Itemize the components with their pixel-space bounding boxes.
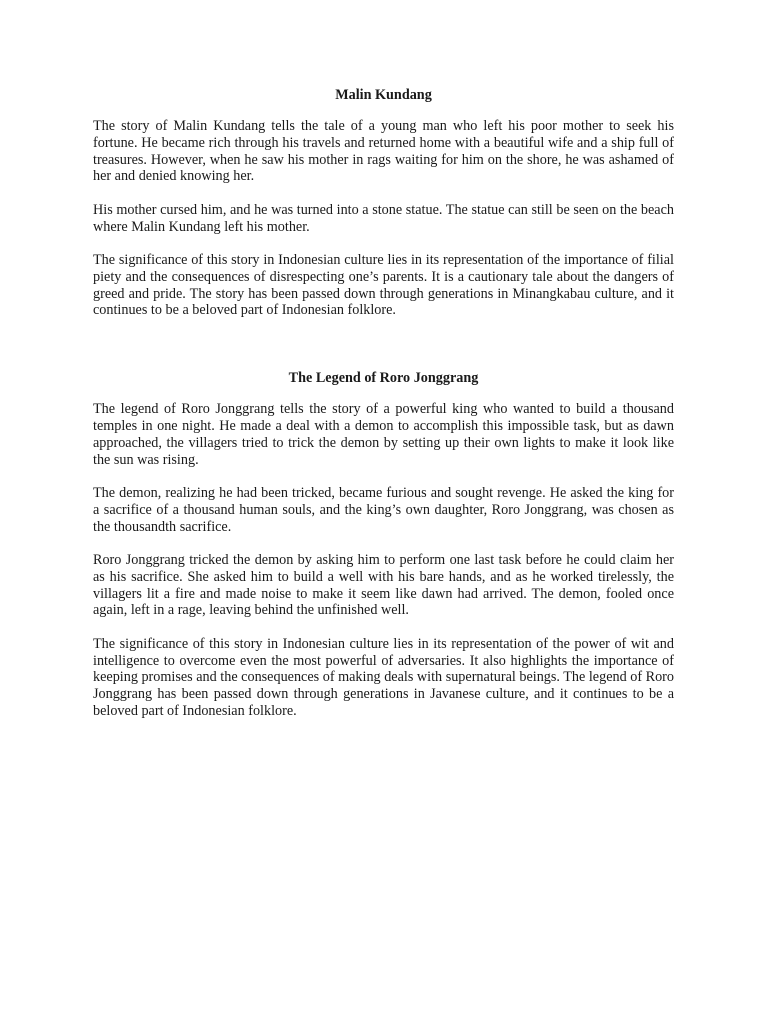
paragraph: The significance of this story in Indonesian culture lies in its representation of the importance of filial piety and the consequences of disrespecting one’s parents. It is a cautionary tale about the dangers of greed and pride. The story has been passed down through generations in Minangkabau culture, and it continues to be a beloved part of Indonesian folklore. <box>93 251 674 319</box>
paragraph: The significance of this story in Indonesian culture lies in its representation of the power of wit and intelligence to overcome even the most powerful of adversaries. It also highlights the importance of keeping promises and the consequences of making deals with supernatural beings. The legend of Roro Jonggrang has been passed down through generations in Javanese culture, and it continues to be a beloved part of Indonesian folklore. <box>93 635 674 719</box>
paragraph: The story of Malin Kundang tells the tale of a young man who left his poor mother to seek his fortune. He became rich through his travels and returned home with a beautiful wife and a ship full of treasures. However, when he saw his mother in rags waiting for him on the shore, he was ashamed of her and denied knowing her. <box>93 118 674 185</box>
section-roro-jonggrang <box>93 369 674 720</box>
paragraph: The legend of Roro Jonggrang tells the story of a powerful king who wanted to build a thousand temples in one night. He made a deal with a demon to accomplish this impossible task, but as dawn approached, the villagers tried to trick the demon by setting up their own lights to make it look like the sun was rising. <box>93 401 674 468</box>
document-body <box>93 86 674 720</box>
paragraph: His mother cursed him, and he was turned into a stone statue. The statue can still be seen on the beach where Malin Kundang left his mother. <box>93 201 674 235</box>
section-title: The Legend of Roro Jonggrang <box>288 370 479 387</box>
section-malin-kundang <box>93 86 674 319</box>
paragraph: The demon, realizing he had been tricked, became furious and sought revenge. He asked the king for a sacrifice of a thousand human souls, and the king’s own daughter, Roro Jonggrang, was chosen as the thousandth sacrifice. <box>93 484 674 535</box>
paragraph: Roro Jonggrang tricked the demon by asking him to perform one last task before he could claim her as his sacrifice. She asked him to build a well with his bare hands, and as he worked tirelessly, the villagers lit a fire and made noise to make it seem like dawn had arrived. The demon, fooled once again, left in a rage, leaving behind the unfinished well. <box>93 551 674 619</box>
section-title: Malin Kundang <box>335 87 432 103</box>
